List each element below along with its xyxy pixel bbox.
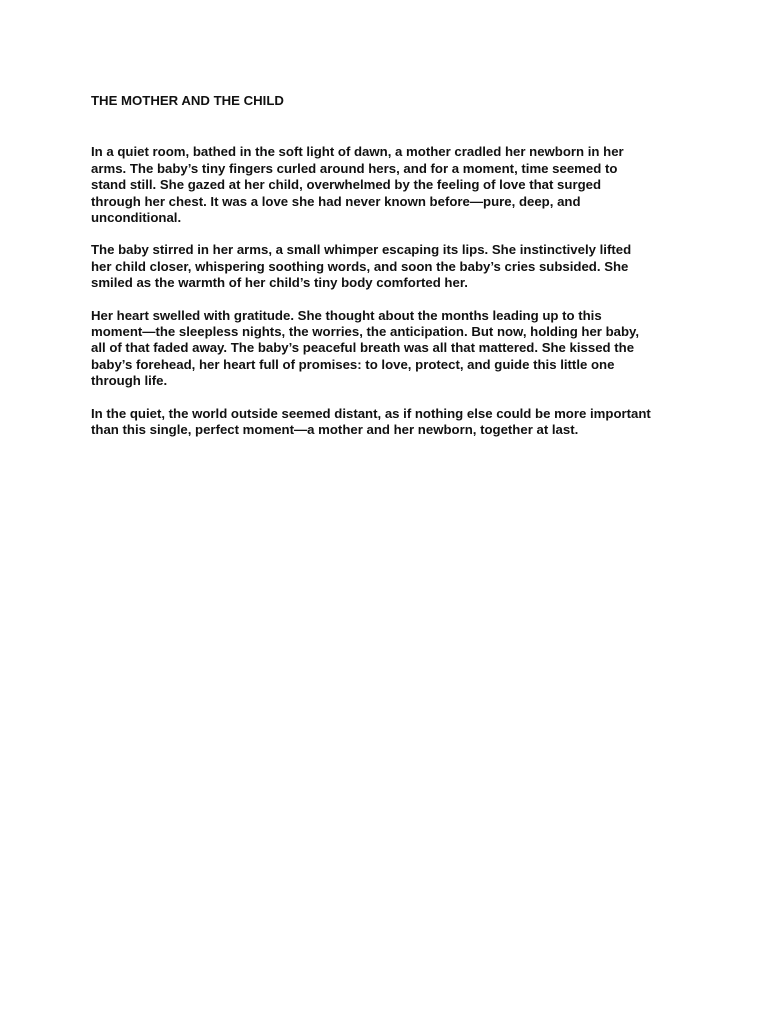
paragraph-line: through her chest. It was a love she had never known before—pure, deep, and — [91, 193, 581, 209]
paragraph-3 — [91, 308, 711, 390]
paragraph-line: through life. — [91, 373, 168, 389]
document-body — [91, 93, 711, 455]
paragraph-line: baby’s forehead, her heart full of promises: to love, protect, and guide this little one — [91, 356, 615, 372]
paragraph-1 — [91, 144, 711, 226]
paragraph-line: than this single, perfect moment—a mother and her newborn, together at last. — [91, 422, 579, 438]
paragraph-line: moment—the sleepless nights, the worries, the anticipation. But now, holding her baby, — [91, 324, 640, 340]
paragraph-line: In a quiet room, bathed in the soft light of dawn, a mother cradled her newborn in her — [91, 144, 624, 160]
document-title: THE MOTHER AND THE CHILD — [91, 93, 284, 108]
paragraph-line: all of that faded away. The baby’s peaceful breath was all that mattered. She kissed the — [91, 340, 635, 356]
paragraph-line: her child closer, whispering soothing words, and soon the baby’s cries subsided. She — [91, 258, 629, 274]
paragraph-line: Her heart swelled with gratitude. She thought about the months leading up to this — [91, 307, 602, 323]
paragraph-line: unconditional. — [91, 210, 182, 226]
paragraph-line: The baby stirred in her arms, a small whimper escaping its lips. She instinctively lifted — [91, 242, 632, 258]
paragraph-line: stand still. She gazed at her child, overwhelmed by the feeling of love that surged — [91, 177, 602, 193]
paragraph-line: smiled as the warmth of her child’s tiny body comforted her. — [91, 275, 468, 291]
paragraph-line: arms. The baby’s tiny fingers curled around hers, and for a moment, time seemed to — [91, 160, 618, 176]
paragraph-4 — [91, 406, 711, 439]
paragraph-2 — [91, 242, 711, 291]
paragraph-line: In the quiet, the world outside seemed distant, as if nothing else could be more important — [91, 405, 651, 421]
